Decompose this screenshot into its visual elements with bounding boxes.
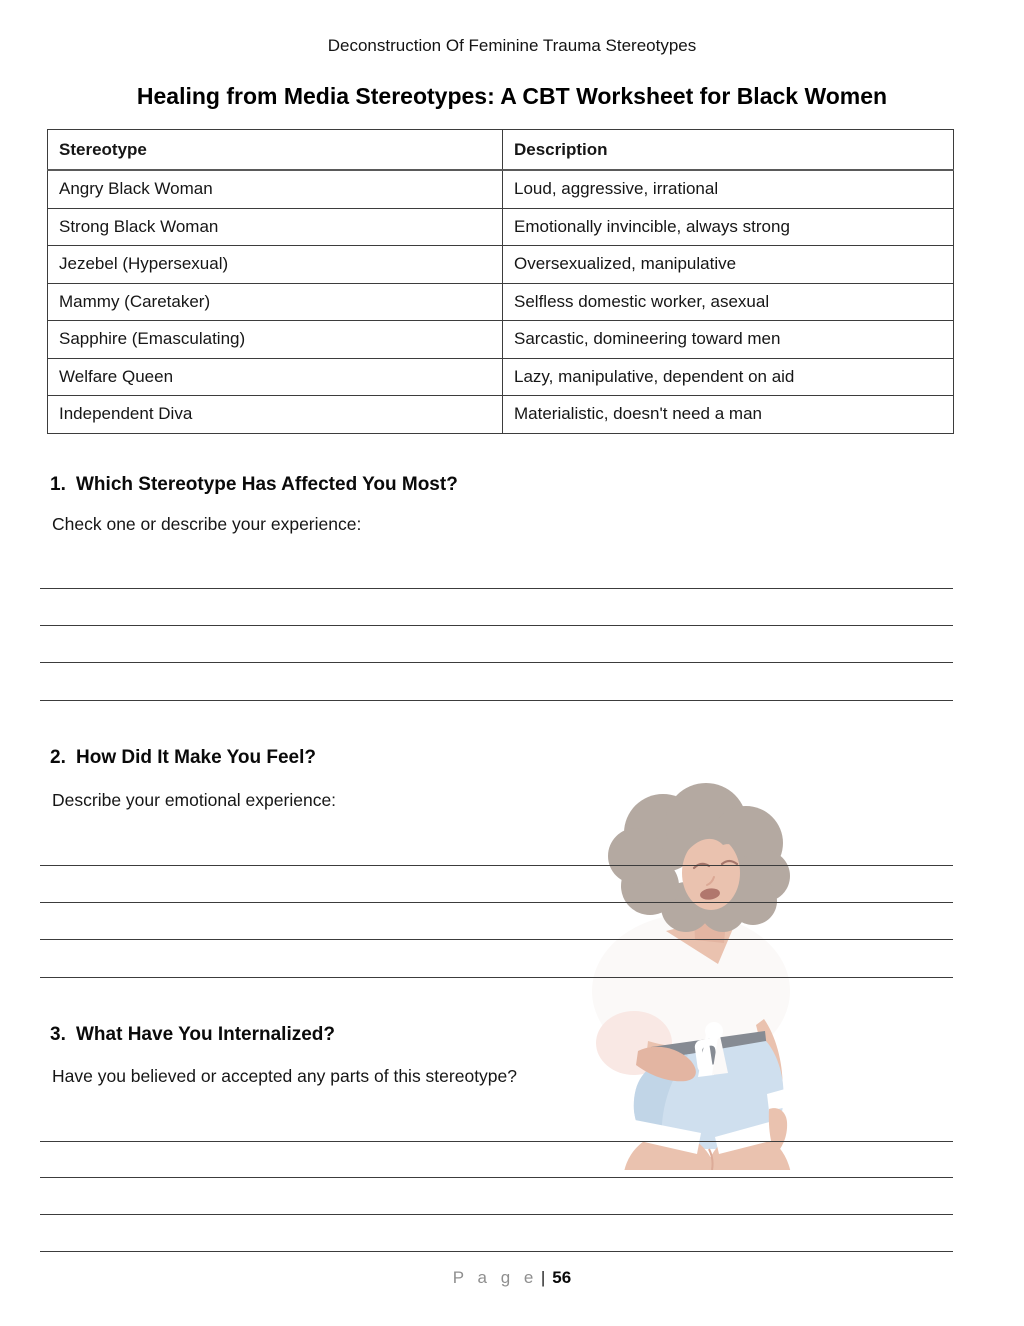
- answer-line: [40, 865, 953, 866]
- description-cell: Oversexualized, manipulative: [503, 246, 954, 284]
- question-2-number: 2.: [50, 747, 66, 768]
- column-header-stereotype: Stereotype: [48, 130, 503, 171]
- question-3-number: 3.: [50, 1024, 66, 1045]
- column-header-description: Description: [503, 130, 954, 171]
- description-cell: Emotionally invincible, always strong: [503, 208, 954, 246]
- footer-separator: |: [540, 1268, 546, 1287]
- question-1-title: Which Stereotype Has Affected You Most?: [76, 474, 458, 495]
- description-cell: Loud, aggressive, irrational: [503, 170, 954, 208]
- answer-line: [40, 1251, 953, 1252]
- description-cell: Sarcastic, domineering toward men: [503, 321, 954, 359]
- table-row: [48, 358, 954, 396]
- stereotype-cell: Welfare Queen: [48, 358, 503, 396]
- footer-page-number: 56: [552, 1268, 572, 1287]
- answer-line: [40, 662, 953, 663]
- question-2-heading: [50, 747, 316, 769]
- answer-line: [40, 1141, 953, 1142]
- stereotype-cell: Angry Black Woman: [48, 170, 503, 208]
- answer-line: [40, 700, 953, 701]
- answer-line: [40, 588, 953, 589]
- footer-page-label: P a g e: [452, 1268, 538, 1287]
- answer-line: [40, 977, 953, 978]
- answer-line: [40, 1177, 953, 1178]
- answer-line: [40, 1214, 953, 1215]
- table-row: [48, 396, 954, 434]
- question-2-title: How Did It Make You Feel?: [76, 747, 316, 768]
- question-3-title: What Have You Internalized?: [76, 1024, 336, 1045]
- question-1-heading: [50, 474, 458, 496]
- table-row: [48, 321, 954, 359]
- table-row: [48, 283, 954, 321]
- answer-line: [40, 939, 953, 940]
- page-title: Healing from Media Stereotypes: A CBT Worksheet for Black Women: [136, 83, 888, 109]
- table-header-row: [48, 130, 954, 171]
- document-header: Deconstruction Of Feminine Trauma Stereotypes: [327, 36, 697, 55]
- question-1-prompt: Check one or describe your experience:: [52, 514, 362, 534]
- answer-line: [40, 625, 953, 626]
- stereotype-table: [47, 129, 954, 434]
- description-cell: Materialistic, doesn't need a man: [503, 396, 954, 434]
- stereotype-cell: Sapphire (Emasculating): [48, 321, 503, 359]
- question-3-heading: [50, 1024, 335, 1046]
- question-2-prompt: Describe your emotional experience:: [52, 790, 337, 810]
- stereotype-cell: Independent Diva: [48, 396, 503, 434]
- table-row: [48, 208, 954, 246]
- table-row: [48, 246, 954, 284]
- stereotype-cell: Jezebel (Hypersexual): [48, 246, 503, 284]
- stereotype-cell: Mammy (Caretaker): [48, 283, 503, 321]
- question-3-prompt: Have you believed or accepted any parts of this stereotype?: [52, 1066, 517, 1086]
- stereotype-cell: Strong Black Woman: [48, 208, 503, 246]
- table-row: [48, 170, 954, 208]
- description-cell: Lazy, manipulative, dependent on aid: [503, 358, 954, 396]
- answer-line: [40, 902, 953, 903]
- description-cell: Selfless domestic worker, asexual: [503, 283, 954, 321]
- page-footer: [0, 1268, 1024, 1288]
- question-1-number: 1.: [50, 474, 66, 495]
- woman-with-afro-illustration: [588, 781, 795, 1170]
